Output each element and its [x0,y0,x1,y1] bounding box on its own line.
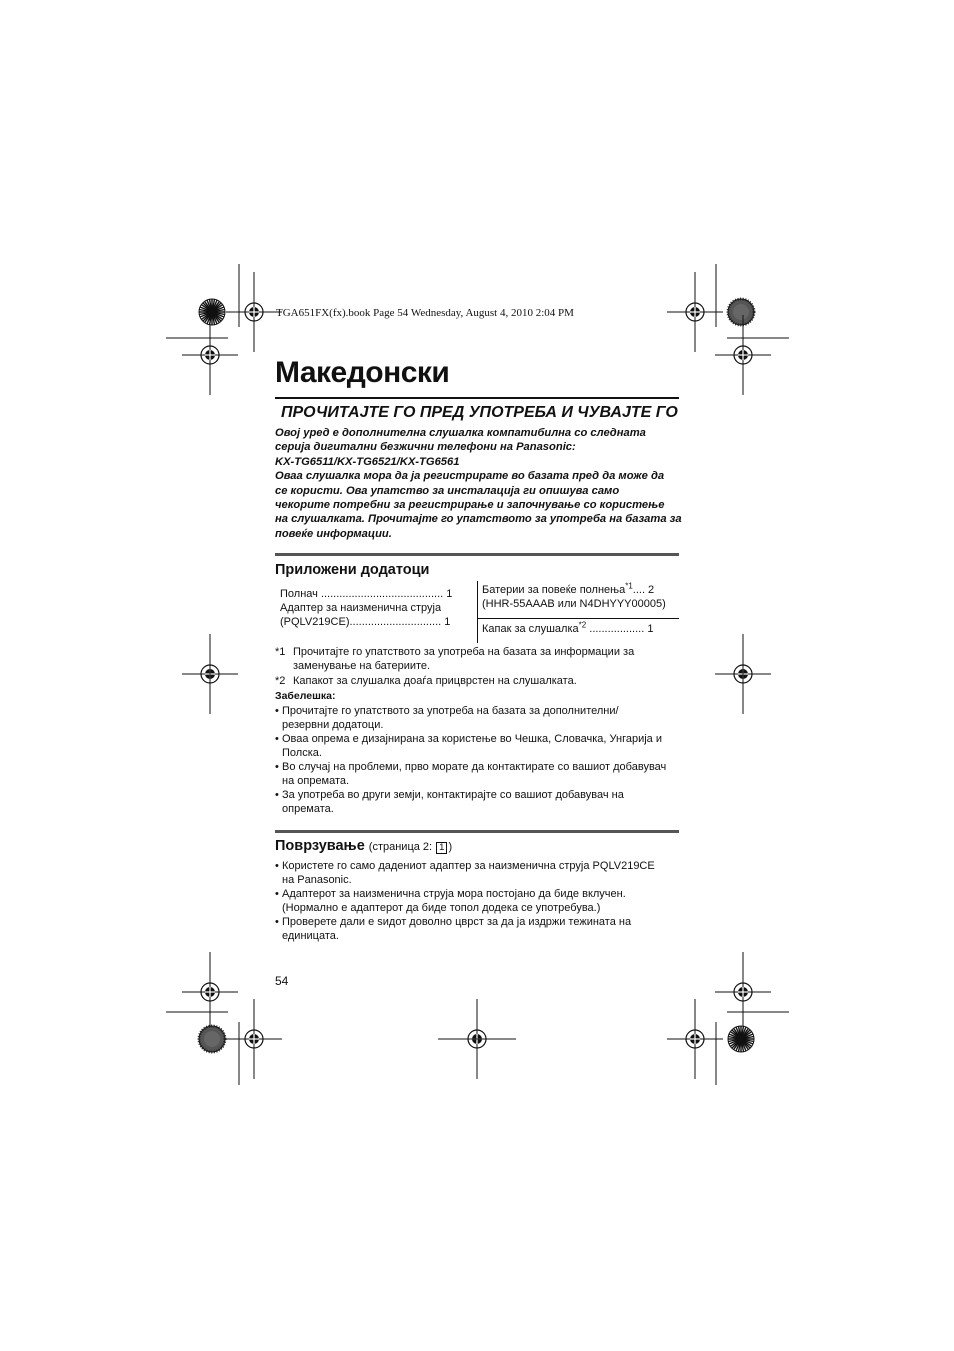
warning-line: се користи. Ова упатство за инсталација ги опишува само [275,484,620,497]
warning-title: ПРОЧИТАЈТЕ ГО ПРЕД УПОТРЕБА И ЧУВАЈТЕ ГО [281,404,678,421]
warning-body [275,426,685,541]
accessory-label: Батерии за повеќе полнења [482,584,626,596]
accessory-label: Капак за слушалка [482,623,579,635]
accessory-item: (PQLV219CE).............................. 1 [280,616,451,628]
title-rule [275,397,679,399]
list-item: • Прочитајте го упатството за употреба на базата за дополнителни/ резервни додатоци. [275,704,685,732]
list-item: • Во случај на проблеми, прво морате да контактирате со вашиот добавувач на опремата. [275,760,685,788]
table-divider [477,581,478,643]
warning-line: KX-TG6511/KX-TG6521/KX-TG6561 [275,455,460,468]
footnote-text: Капакот за слушалка доаѓа прицврстен на слушалката. [293,675,577,687]
section-rule [275,553,679,556]
accessory-count: .... 2 [632,584,655,596]
accessories-table [275,581,679,643]
table-divider [477,618,679,619]
footnote-text: заменување на батериите. [293,660,431,672]
page-reference: (страница 2: 1 ) [368,841,453,853]
footnote [275,674,685,688]
connection-list [275,859,685,943]
accessory-model: (HHR-55AAAB или N4DHYYY00005) [482,598,666,610]
accessory-count: .................. 1 [586,623,654,635]
warning-line: на слушалката. Прочитајте го упатството за употреба на базата за [275,513,682,526]
footnote-ref: *2 [578,620,587,630]
list-item: • Користете го само дадениот адаптер за наизменична струја PQLV219CE на Panasonic. [275,859,685,887]
footnote-text: Прочитајте го упатството за употреба на базата за информации за [293,646,635,658]
warning-line: серија дигитални безжични телефони на Panasonic: [275,441,576,454]
warning-line: Оваа слушалка мора да ја регистрирате во базата пред да може да [275,470,665,483]
accessory-item-batteries [482,583,679,611]
page-number: 54 [275,974,289,988]
list-item: • Адаптерот за наизменична струја мора постојано да биде вклучен. (Нормално е адаптерот да биде топол додека се употребува.) [275,887,685,915]
print-slug: TGA651FX(fx).book Page 54 Wednesday, August 4, 2010 2:04 PM [276,307,574,319]
connection-heading [275,838,452,854]
language-title: Македонски [275,356,450,389]
accessories-heading: Приложени додатоци [275,562,430,578]
note-label: Забелешка: [275,690,336,702]
list-item: • За употреба во други земји, контактирајте со вашиот добавувач на опремата. [275,788,685,816]
footnote-mark: *2 [275,675,286,687]
warning-line: чекорите потребни за регистрирање и започнување со користење [275,499,665,512]
accessories-left-column [280,587,470,629]
warning-line: Овој уред е дополнителна слушалка компатибилна со следната [275,427,646,439]
accessory-item: Полнач ........................................ 1 [280,588,453,600]
footnote-mark: *1 [275,646,286,658]
footnote-ref: *1 [625,581,633,591]
list-item: • Оваа опрема е дизајнирана за користење во Чешка, Словачка, Унгарија и Полска. [275,732,685,760]
figure-number-box: 1 [436,842,447,854]
accessory-item-cover [482,622,679,636]
connection-title: Поврзување [275,838,365,854]
section-rule [275,830,679,833]
accessory-item: Адаптер за наизменична струја [280,602,442,614]
note-list [275,704,685,816]
warning-line: повеќе информации. [275,527,392,540]
list-item: • Проверете дали е ѕидот доволно цврст за да ја издржи тежината на единицата. [275,915,685,943]
footnote [275,645,685,673]
